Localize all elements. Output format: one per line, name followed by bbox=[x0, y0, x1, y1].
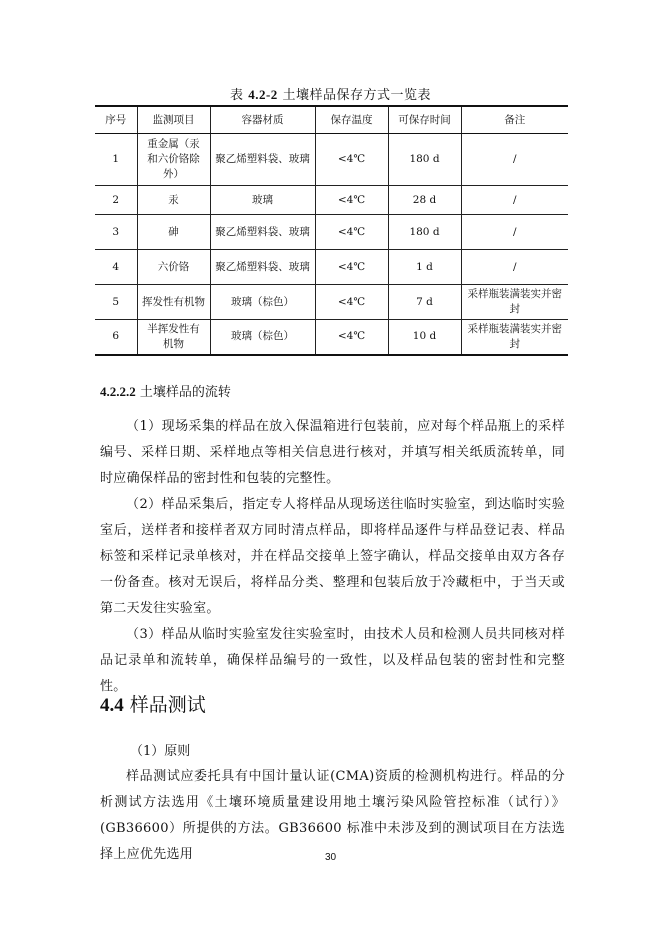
section-number: 4.4 bbox=[100, 695, 124, 716]
table-row bbox=[95, 134, 568, 186]
section-title: 样品测试 bbox=[129, 694, 206, 716]
table-cell: 半挥发性有机物 bbox=[137, 320, 210, 355]
table-cell: 5 bbox=[95, 285, 137, 320]
paragraph: （1）现场采集的样品在放入保温箱进行包装前，应对每个样品瓶上的采样编号、采样日期、采样地点等相关信息进行核对，并填写相关纸质流转单，同时应确保样品的密封性和包装的完整性。 bbox=[100, 419, 565, 486]
header-cell: 序号 bbox=[95, 106, 137, 134]
table-cell: 4 bbox=[95, 250, 137, 285]
table-cell: 玻璃（棕色） bbox=[210, 320, 315, 355]
paragraph: （2）样品采集后，指定专人将样品从现场送往临时实验室，到达临时实验室后，送样者和接样者双方同时清点样品，即将样品逐件与样品登记表、样品标签和采样记录单核对，并在样品交接单上签字确认，样品交接单由双方各存一份备查。核对无误后，将样品分类、整理和包装后放于冷藏柜中，于当天或第二天发往实验室。 bbox=[100, 497, 565, 616]
table-cell: 3 bbox=[95, 215, 137, 250]
table-cell: 7 d bbox=[388, 285, 461, 320]
table-cell: / bbox=[461, 250, 568, 285]
principle-label: （1）原则 bbox=[130, 744, 191, 759]
table-cell: 180 d bbox=[388, 134, 461, 186]
table-cell: 六价铬 bbox=[137, 250, 210, 285]
table-cell: 砷 bbox=[137, 215, 210, 250]
paragraph: 样品测试应委托具有中国计量认证(CMA)资质的检测机构进行。样品的分析测试方法选用《土壤环境质量建设用地土壤污染风险管控标准（试行）》(GB36600）所提供的方法。GB36600 标准中未涉及到的测试项目在方法选择上应优先选用 bbox=[100, 769, 565, 862]
table-cell: 聚乙烯塑料袋、玻璃 bbox=[210, 250, 315, 285]
header-cell: 容器材质 bbox=[210, 106, 315, 134]
table-cell: 1 d bbox=[388, 250, 461, 285]
table-cell: 玻璃（棕色） bbox=[210, 285, 315, 320]
table-cell: <4℃ bbox=[315, 186, 388, 215]
table-cell: / bbox=[461, 215, 568, 250]
table-row bbox=[95, 186, 568, 215]
table-cell: 挥发性有机物 bbox=[137, 285, 210, 320]
table-cell: 6 bbox=[95, 320, 137, 355]
header-cell: 保存温度 bbox=[315, 106, 388, 134]
page-number: 30 bbox=[324, 852, 337, 863]
section-title: 土壤样品的流转 bbox=[139, 385, 231, 400]
table-cell: 重金属（汞和六价铬除外） bbox=[137, 134, 210, 186]
table-cell: 180 d bbox=[388, 215, 461, 250]
section-heading-44 bbox=[100, 690, 206, 717]
header-cell: 可保存时间 bbox=[388, 106, 461, 134]
table-cell: <4℃ bbox=[315, 250, 388, 285]
table-cell: <4℃ bbox=[315, 285, 388, 320]
table-cell: 10 d bbox=[388, 320, 461, 355]
table-caption-prefix: 表 bbox=[230, 88, 244, 103]
table-cell: 采样瓶装满装实并密封 bbox=[461, 285, 568, 320]
table-cell: 汞 bbox=[137, 186, 210, 215]
table-row bbox=[95, 250, 568, 285]
table-row bbox=[95, 285, 568, 320]
soil-sample-preservation-table bbox=[95, 105, 568, 356]
header-cell: 备注 bbox=[461, 106, 568, 134]
table-cell: 28 d bbox=[388, 186, 461, 215]
table-caption-title: 土壤样品保存方式一览表 bbox=[282, 88, 431, 103]
header-cell: 监测项目 bbox=[137, 106, 210, 134]
table-row bbox=[95, 320, 568, 355]
table-cell: 1 bbox=[95, 134, 137, 186]
table-header-row bbox=[95, 106, 568, 134]
table-caption-number: 4.2-2 bbox=[248, 87, 278, 102]
table-cell: 2 bbox=[95, 186, 137, 215]
section-number: 4.2.2.2 bbox=[100, 384, 136, 399]
table-cell: 聚乙烯塑料袋、玻璃 bbox=[210, 134, 315, 186]
table-cell: <4℃ bbox=[315, 134, 388, 186]
table-cell: <4℃ bbox=[315, 215, 388, 250]
table-row bbox=[95, 215, 568, 250]
table-cell: 玻璃 bbox=[210, 186, 315, 215]
table-cell: 聚乙烯塑料袋、玻璃 bbox=[210, 215, 315, 250]
section-heading-4222 bbox=[100, 381, 231, 400]
table-cell: / bbox=[461, 134, 568, 186]
table-cell: <4℃ bbox=[315, 320, 388, 355]
table-cell: / bbox=[461, 186, 568, 215]
table-cell: 采样瓶装满装实并密封 bbox=[461, 320, 568, 355]
paragraph: （3）样品从临时实验室发往实验室时，由技术人员和检测人员共同核对样品记录单和流转单，确保样品编号的一致性，以及样品包装的密封性和完整性。 bbox=[100, 627, 565, 694]
table-caption bbox=[0, 84, 661, 103]
